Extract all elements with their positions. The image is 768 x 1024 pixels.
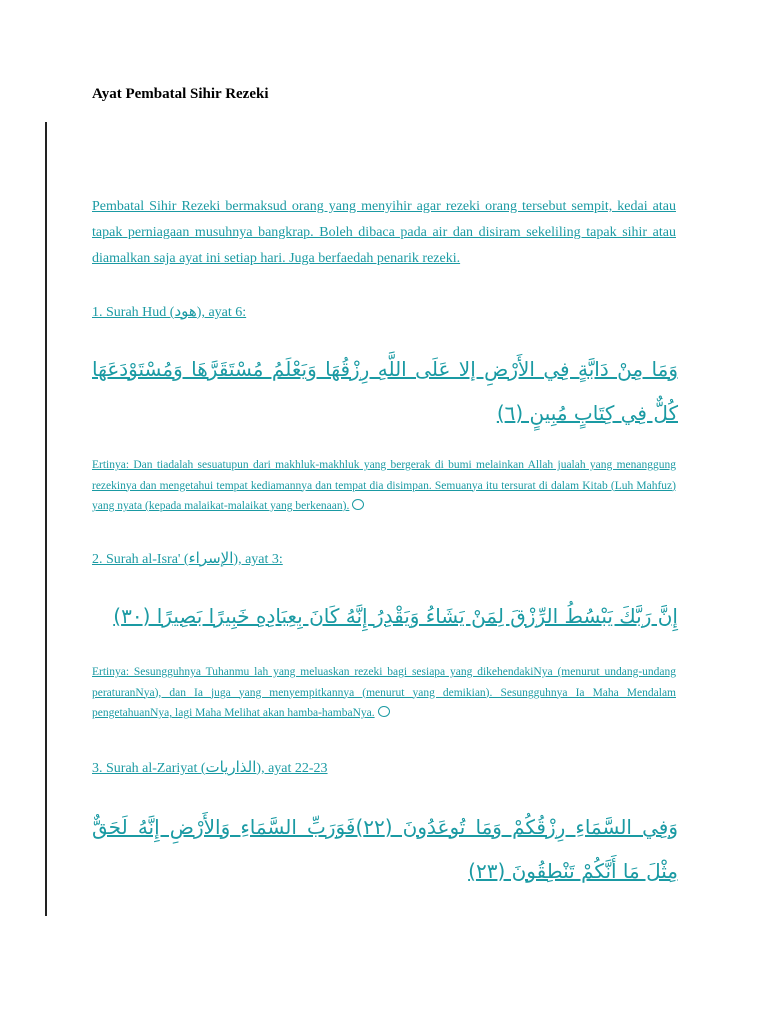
heading-suffix: ), ayat 22-23 [256,761,328,776]
section-heading-zariyat[interactable] [92,758,328,777]
intro-paragraph[interactable]: Pembatal Sihir Rezeki bermaksud orang yang menyihir agar rezeki orang tersebut sempit, kedai atau tapak perniagaan musuhnya bangkrap. Boleh dibaca pada air dan disiram sekeliling tapak sihir atau diamalkan saja ayat ini setiap hari. Juga berfaedah penarik rezeki. [92,199,676,266]
margin-line [45,122,47,916]
heading-prefix: 3. Surah al-Zariyat ( [92,761,206,776]
heading-suffix: ), ayat 6: [196,305,247,320]
heading-arabic-name: الإسراء [188,549,234,567]
arabic-verse-zariyat[interactable]: وَفِي السَّمَاءِ رِزْقُكُمْ وَمَا تُوعَدُونَ (٢٢)فَوَرَبِّ السَّمَاءِ وَالأَرْضِ إِنَّهُ لَحَقٌّ مِثْلَ مَا أَنَّكُمْ تَنْطِقُونَ (٢٣) [92,815,679,883]
heading-arabic-name: هود [174,302,197,320]
page-title: Ayat Pembatal Sihir Rezeki [92,86,269,102]
heading-prefix: 1. Surah Hud ( [92,305,175,320]
arabic-verse-isra[interactable]: إِنَّ رَبَّكَ يَبْسُطُ الرِّزْقَ لِمَنْ يَشَاءُ وَيَقْدِرُ إِنَّهُ كَانَ بِعِبَادِهِ خَبِيرًا بَصِيرًا (٣٠) [113,604,678,628]
heading-suffix: ), ayat 3: [233,552,283,567]
circle-icon [352,499,364,510]
circle-icon [378,706,390,717]
section-heading-hud[interactable] [92,302,246,321]
heading-arabic-name: الذاريات [205,758,257,776]
translation-isra[interactable] [92,662,676,724]
section-heading-isra[interactable] [92,549,283,568]
arabic-verse-hud[interactable]: وَمَا مِنْ دَابَّةٍ فِي الأَرْضِ إلا عَلَى اللَّهِ رِزْقُهَا وَيَعْلَمُ مُسْتَقَرَّهَا وَمُسْتَوْدَعَهَا كُلٌّ فِي كِتَابٍ مُبِينٍ (٦) [92,357,678,425]
heading-prefix: 2. Surah al-Isra' ( [92,552,189,567]
translation-text: Ertinya: Sesungguhnya Tuhanmu lah yang meluaskan rezeki bagi sesiapa yang dikehendakiNya (menurut undang-undang peraturanNya), dan Ia juga yang menyempitkannya (menurut yang demikian). Sesungguhnya Ia Maha Mendalam pengetahuanNya, lagi Maha Melihat akan hamba-hambaNya. [92,666,676,719]
translation-hud[interactable] [92,455,676,517]
translation-text: Ertinya: Dan tiadalah sesuatupun dari makhluk-makhluk yang bergerak di bumi melainkan Allah jualah yang menanggung rezekinya dan mengetahui tempat kediamannya dan tempat dia disimpan. Semuanya itu tersurat di dalam Kitab (Luh Mahfuz) yang nyata (kepada malaikat-malaikat yang berkenaan). [92,459,676,512]
